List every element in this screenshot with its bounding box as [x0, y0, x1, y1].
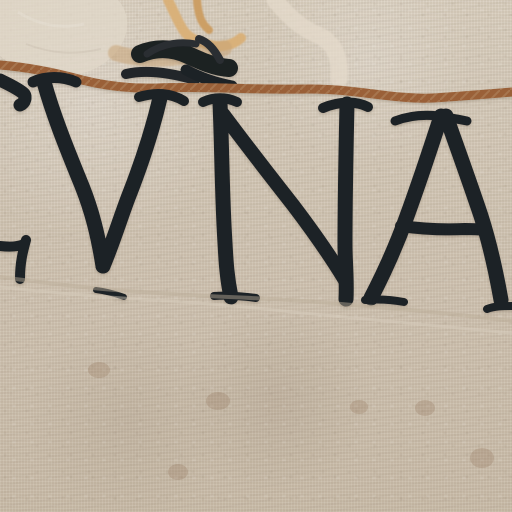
fabric-hem-line: [0, 277, 512, 333]
embroidered-letter-v: [33, 78, 184, 298]
embroidered-left-fragment: [0, 80, 26, 279]
embroidered-letter-n: [203, 98, 368, 299]
fabric-stains: [88, 362, 494, 480]
embroidered-letter-a: [365, 115, 512, 309]
